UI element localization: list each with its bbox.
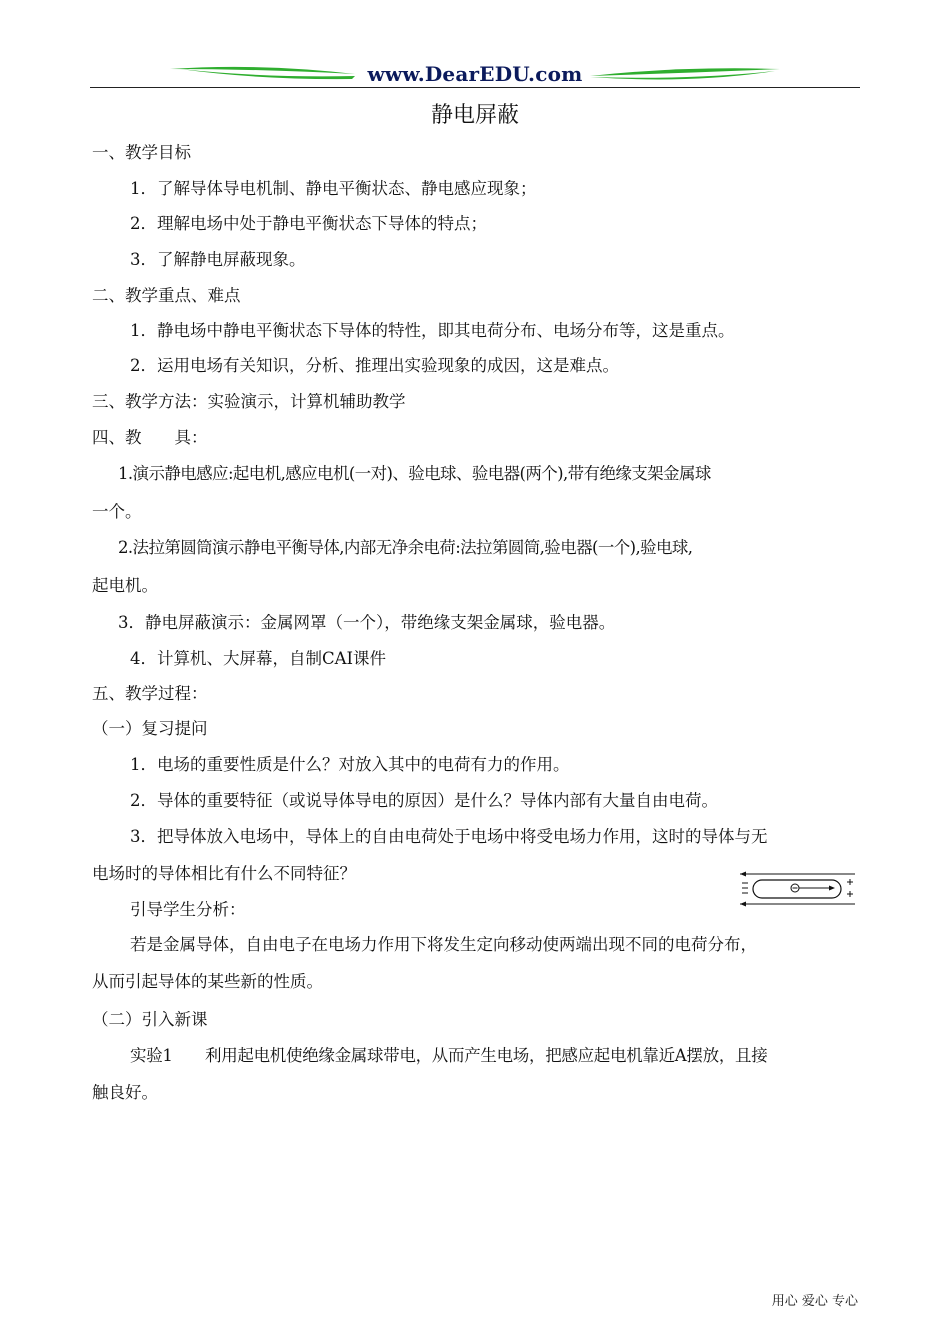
paragraph-line: 起电机。	[92, 576, 158, 595]
section-heading: 五、教学过程：	[92, 684, 208, 703]
paragraph-line: 1．静电场中静电平衡状态下导体的特性，即其电荷分布、电场分布等，这是重点。	[130, 321, 735, 340]
subsection-heading: （一）复习提问	[92, 719, 208, 738]
paragraph-line: 电场时的导体相比有什么不同特征？	[92, 864, 356, 883]
document-title: 静电屏蔽	[430, 103, 519, 128]
paragraph-line: 1.演示静电感应:起电机,感应电机(一对)、验电球、验电器(两个),带有绝缘支架金属球	[118, 464, 711, 483]
header-rule	[90, 87, 860, 88]
paragraph-line: 引导学生分析：	[130, 900, 246, 919]
section-heading: 三、教学方法：实验演示，计算机辅助教学	[92, 392, 406, 411]
conductor-in-field-diagram	[735, 868, 860, 910]
page-footer: 用心 爱心 专心	[771, 1294, 858, 1309]
section-heading: 四、教 具：	[92, 428, 208, 447]
paragraph-line: 2．导体的重要特征（或说导体导电的原因）是什么？导体内部有大量自由电荷。	[130, 791, 718, 810]
paragraph-line: 若是金属导体，自由电子在电场力作用下将发生定向移动使两端出现不同的电荷分布，	[130, 935, 757, 954]
paragraph-line: 2.法拉第圆筒演示静电平衡导体,内部无净余电荷:法拉第圆筒,验电器(一个),验电球,	[118, 538, 693, 557]
paragraph-line: 实验1 利用起电机使绝缘金属球带电，从而产生电场，把感应起电机靠近A摆放，且接	[130, 1046, 768, 1065]
paragraph-line: 1．电场的重要性质是什么？对放入其中的电荷有力的作用。	[130, 755, 570, 774]
section-heading: 一、教学目标	[92, 143, 191, 162]
paragraph-line: 3．把导体放入电场中，导体上的自由电荷处于电场中将受电场力作用，这时的导体与无	[130, 827, 768, 846]
paragraph-line: 一个。	[92, 502, 142, 521]
paragraph-line: 触良好。	[92, 1083, 158, 1102]
paragraph-line: 2．运用电场有关知识，分析、推理出实验现象的成因，这是难点。	[130, 356, 619, 375]
paragraph-line: 2．理解电场中处于静电平衡状态下导体的特点；	[130, 214, 487, 233]
logo-text: www.DearEDU.com	[367, 62, 583, 86]
section-heading: 二、教学重点、难点	[92, 286, 241, 305]
paragraph-line: 从而引起导体的某些新的性质。	[92, 972, 323, 991]
paragraph-line: 3．静电屏蔽演示：金属网罩（一个），带绝缘支架金属球，验电器。	[118, 613, 616, 632]
paragraph-line: 4．计算机、大屏幕，自制CAI课件	[130, 649, 387, 668]
paragraph-line: 1．了解导体导电机制、静电平衡状态、静电感应现象；	[130, 179, 537, 198]
subsection-heading: （二）引入新课	[92, 1010, 208, 1029]
paragraph-line: 3．了解静电屏蔽现象。	[130, 250, 306, 269]
